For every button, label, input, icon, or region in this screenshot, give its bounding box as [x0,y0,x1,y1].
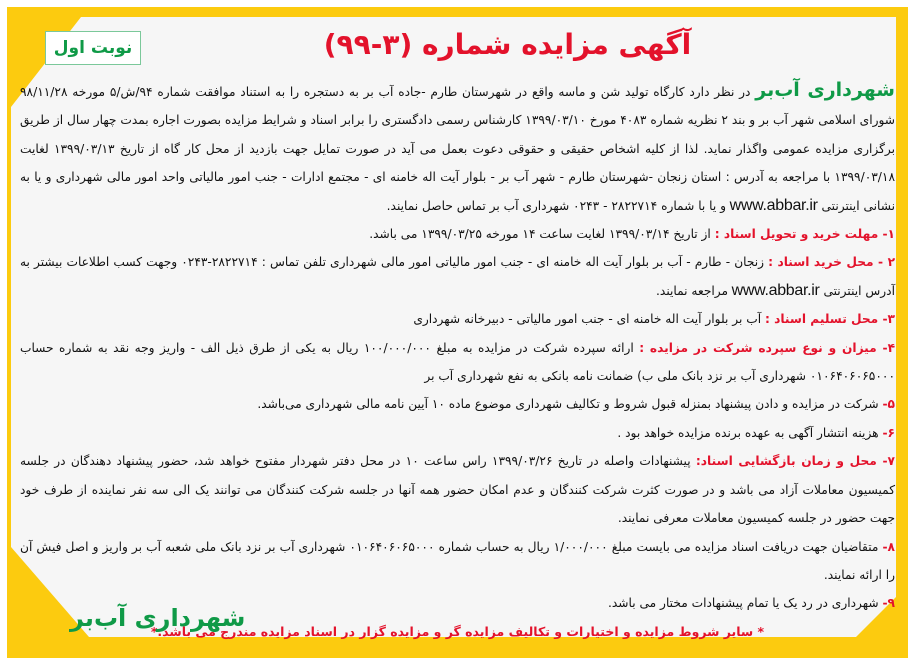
intro-text: در نظر دارد کارگاه تولید شن و ماسه واقع در شهرستان طارم -جاده آب بر به دستجره را به استناد موافقت شماره ۹۴/ش/۵ مورخه ۹۸/۱۱/۲۸ شورای اسلامی شهر آب بر و بند ۲ نظریه شماره ۴۰۸۳ مورخ ۱۳۹۹/۰۳/۱۰ کارشناس رسمی دادگستری را برابر اسناد و شرایط مزایده بصورت اجاره بمدت چهار سال از طریق برگزاری مزایده عمومی واگذار نماید. لذا از کلیه اشخاص حقیقی و حقوقی دعوت بعمل می آید در صورت تمایل جهت بازدید از محل کار گاه از تاریخ ۱۳۹۹/۰۳/۱۳ لغایت ۱۳۹۹/۰۳/۱۸ با مراجعه به آدرس : استان زنجان -شهرستان طارم - شهر آب بر - بلوار آیت اله خامنه ای - مجتمع ادارات - جنب امور مالیاتی واحد امور مالی شهرداری و یا به نشانی اینترنتی [20,85,895,213]
item-text-end: مراجعه نمایند. [656,283,732,298]
website-link[interactable]: www.abbar.ir [731,281,820,299]
item-label: ۱- مهلت خرید و تحویل اسناد : [714,227,895,242]
item-label: ۲ - محل خرید اسناد : [768,255,896,270]
item-text: از تاریخ ۱۳۹۹/۰۳/۱۴ لغایت ساعت ۱۴ مورخه ۱۳۹۹/۰۳/۲۵ می باشد. [369,227,715,242]
item-label: ۳- محل تسلیم اسناد : [764,312,895,327]
ad-title: آگهی مزایده شماره (۳-۹۹) [323,28,692,61]
first-publication-badge: نوبت اول [45,31,141,65]
item-text: شرکت در مزایده و دادن پیشنهاد بمنزله قبول شروط و تکالیف شهرداری موضوع ماده ۱۰ آیین نامه مالی شهرداری می‌باشد. [257,397,883,412]
intro-text-end: و یا با شماره ۲۸۲۲۷۱۴ - ۰۲۴۳ شهرداری آب بر تماس حاصل نمایند. [386,198,730,213]
terms-note: * سایر شروط مزایده و اختیارات و تکالیف مزایده گر و مزایده گزار در اسناد مزایده مندرج می باشد.* [150,623,765,639]
item-label: ۵- [882,397,895,412]
item-1 [20,220,895,248]
municipality-name: شهرداری آب‌بر [755,79,895,101]
item-text: هزینه انتشار آگهی به عهده برنده مزایده خواهد بود . [617,425,883,440]
item-label: ۷- محل و زمان بازگشایی اسناد: [695,454,895,469]
item-text: شهرداری در رد یک یا تمام پیشنهادات مختار می باشد. [608,596,883,611]
item-7 [20,447,895,532]
intro-paragraph [20,76,895,220]
item-text: ارائه سپرده شرکت در مزایده به مبلغ ۱۰۰/۰۰۰/۰۰۰ ریال به یکی از طرق ذیل الف - واریز وجه نقد به شماره حساب ۰۱۰۶۴۰۶۰۶۵۰۰۰ شهرداری آب بر نزد بانک ملی ب) ضمانت نامه بانکی به نفع شهرداری آب بر [20,340,895,384]
item-2 [20,248,895,305]
item-5 [20,390,895,418]
item-text: زنجان - طارم - آب بر بلوار آیت اله خامنه ای - جنب امور مالیاتی امور مالی شهرداری تلفن تماس : ۲۸۲۲۷۱۴-۰۲۴۳ وجهت کسب اطلاعات بیشتر به آدرس اینترنتی [20,255,895,298]
item-text: متقاضیان جهت دریافت اسناد مزایده می بایست مبلغ ۱/۰۰۰/۰۰۰ ریال به حساب شماره ۰۱۰۶۴۰۶۰۶۵۰۰۰ شهرداری آب بر نزد بانک ملی شعبه آب بر واریز و اصل فیش آن را ارائه نمایند. [20,539,895,582]
item-label: ۴- میزان و نوع سپرده شرکت در مزایده : [639,340,896,355]
item-3 [20,305,895,333]
website-link[interactable]: www.abbar.ir [729,196,818,214]
item-6 [20,419,895,447]
item-label: ۹- [882,596,895,611]
item-label: ۶- [882,425,895,440]
footer-municipality-name: شهرداری آب‌بر [70,604,246,632]
item-text: آب بر بلوار آیت اله خامنه ای - جنب امور مالیاتی - دبیرخانه شهرداری [413,312,765,327]
ad-body [20,76,895,646]
item-4 [20,334,895,391]
item-label: ۸- [882,539,895,554]
item-text: پیشنهادات واصله در تاریخ ۱۳۹۹/۰۳/۲۶ راس ساعت ۱۰ در محل دفتر شهردار مفتوح خواهد شد، حضور پیشنهاد دهندگان در جلسه کمیسیون معاملات آزاد می باشد و در صورت کثرت شرکت کنندگان و عدم امکان حضور همه آنها در جلسه شرکت کنندگان می توانند یک الی سه نفر نماینده از طرف خود جهت حضور در جلسه کمیسیون معاملات معرفی نمایند. [20,454,895,526]
item-8 [20,533,895,590]
